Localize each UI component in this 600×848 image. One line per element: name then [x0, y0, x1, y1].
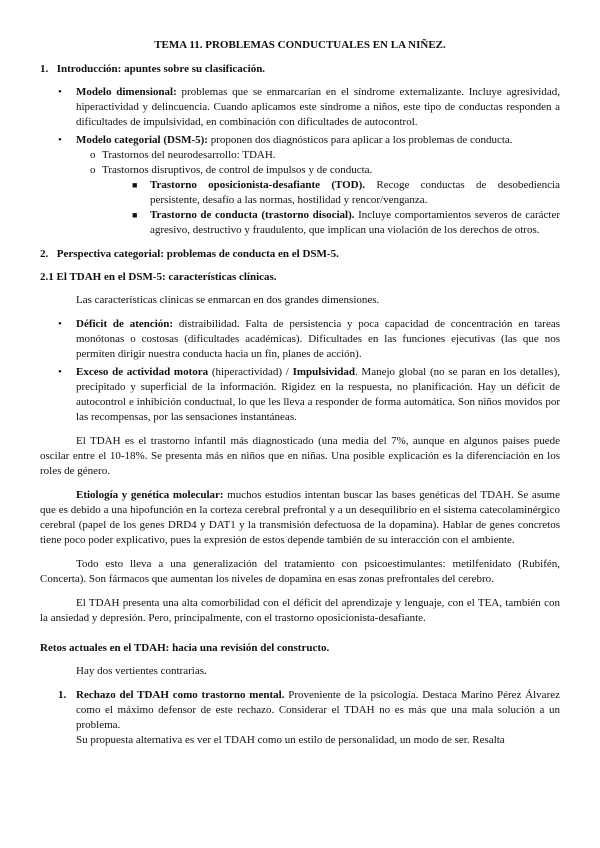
sub-item-text: Trastornos disruptivos, de control de impulsos y de conducta. [102, 164, 373, 176]
bullet-icon: • [58, 318, 62, 330]
paragraph: El TDAH presenta una alta comorbilidad con el déficit del aprendizaje y lenguaje, con el TEA, también con la ansiedad y depresión. Pero, principalmente, con el trastorno oposicionista-desafiante. [40, 597, 560, 624]
sub-sub-list-item [40, 208, 560, 238]
subsection-heading: 2.1 El TDAH en el DSM-5: características clínicas. [40, 271, 277, 283]
section-3-heading: Retos actuales en el TDAH: hacia una revisión del constructo. [40, 642, 330, 654]
sub-list-item [40, 148, 560, 163]
list-item [40, 317, 560, 362]
paragraph: Su propuesta alternativa es ver el TDAH como un estilo de personalidad, un modo de ser. Resalta [76, 734, 505, 746]
list-item [40, 365, 560, 425]
definition: problemas que se enmarcarían en el síndrome externalizante. Incluye agresividad, hiperactividad y delincuencia. Cuando aplicamos este síndrome a niños, este tipo de conductas responden a dificultades de impulsividad, en combinación con dificultades de autocontrol. [76, 86, 560, 128]
term: Modelo categorial (DSM-5): [76, 134, 208, 146]
section-number: 2. [40, 248, 49, 260]
circle-bullet-icon: o [90, 149, 96, 161]
list-item [40, 133, 560, 238]
item-number: 1. [58, 689, 67, 701]
paragraph: Las características clínicas se enmarcan en dos grandes dimensiones. [76, 294, 380, 306]
circle-bullet-icon: o [90, 164, 96, 176]
definition: distraibilidad. Falta de persistencia y poca capacidad de concentración en tareas monótonas o costosas (dificultades académicas). Dificultades en las funciones ejecutivas (las que nos permiten dirigir nuestra conducta hacia un fin, planes de acción). [76, 318, 560, 360]
sub-item-text: Trastornos del neurodesarrollo: TDAH. [102, 149, 276, 161]
definition: . Manejo global (no se paran en los detalles), precipitado y superficial de la información. Rigidez en la respuesta, no planificación. Hay un déficit de autocontrol e inhibición conductual, lo que les lleva a responder de forma automática. Son niños movidos por las recompensas, por las sensaciones instantáneas. [76, 366, 560, 423]
numbered-list-item [40, 688, 560, 748]
term: Déficit de atención: [76, 318, 174, 330]
sub-sub-list [102, 178, 560, 238]
definition: Incluye comportamientos severos de carácter agresivo, destructivo y fraudulento, que implican una violación de los derechos de otros. [150, 209, 560, 236]
definition: proponen dos diagnósticos para aplicar a los problemas de conducta. [207, 134, 513, 146]
sub-list-item [40, 163, 560, 238]
sub-list [76, 148, 560, 238]
term: Trastorno de conducta (trastorno disocial). [150, 209, 355, 221]
paragraph: Hay dos vertientes contrarias. [76, 665, 207, 677]
bullet-icon: • [58, 86, 62, 98]
term: Trastorno oposicionista-desafiante (TOD). [150, 179, 366, 191]
term: Exceso de actividad motora [76, 366, 209, 378]
list-item [40, 85, 560, 130]
section-number: 1. [40, 63, 49, 75]
definition: Recoge conductas de desobediencia persistente, desafío a las normas, hostilidad y rencor/venganza. [150, 179, 560, 206]
section-2-heading [40, 247, 560, 262]
sub-sub-list-item [40, 178, 560, 208]
term: Impulsividad [292, 366, 355, 378]
section-title: Perspectiva categorial: problemas de conducta en el DSM-5. [56, 248, 339, 260]
paragraph: Todo esto lleva a una generalización del tratamiento con psicoestimulantes: metilfenidato (Rubifén, Concerta). Son fármacos que aumentan los niveles de dopamina en esas zonas prefrontales del cerebro. [40, 558, 560, 585]
bullet-icon: • [58, 366, 62, 378]
term: Rechazo del TDAH como trastorno mental. [76, 689, 285, 701]
square-bullet-icon: ■ [132, 210, 138, 220]
paragraph [40, 488, 560, 548]
section-2-list [40, 317, 560, 425]
bullet-icon: • [58, 134, 62, 146]
text: (hiperactividad) / [208, 366, 293, 378]
term: Etiología y genética molecular: [76, 489, 224, 501]
square-bullet-icon: ■ [132, 180, 138, 190]
definition: muchos estudios intentan buscar las bases genéticas del TDAH. Se asume que es debido a una hipofunción en la corteza cerebral prefrontal y a un desequilibrio en el sistema catecolaminérgico cerebral (papel de los genes DRD4 y DAT1 y la transmisión defectuosa de la dopamina). Hablar de genes concretos tiene poco poder explicativo, pues la expresión de estos depende también de su interacción con el ambiente. [40, 489, 560, 546]
document-title: TEMA 11. PROBLEMAS CONDUCTUALES EN LA NIÑEZ. [154, 39, 446, 51]
paragraph: El TDAH es el trastorno infantil más diagnosticado (una media del 7%, aunque en algunos países puede oscilar entre el 10-18%. Se presenta más en niños que en niñas. Una posible explicación es la diferenciación en los roles de género. [40, 435, 560, 477]
section-1-list [40, 85, 560, 238]
document-page [40, 38, 560, 748]
definition: Proveniente de la psicología. Destaca Marino Pérez Álvarez como el máximo defensor de este rechazo. Considerar el TDAH no es más que una mala solución a un problema. [76, 689, 560, 731]
section-title: Introducción: apuntes sobre su clasificación. [56, 63, 266, 75]
section-1-heading [40, 62, 560, 77]
numbered-list [40, 688, 560, 748]
term: Modelo dimensional: [76, 86, 177, 98]
